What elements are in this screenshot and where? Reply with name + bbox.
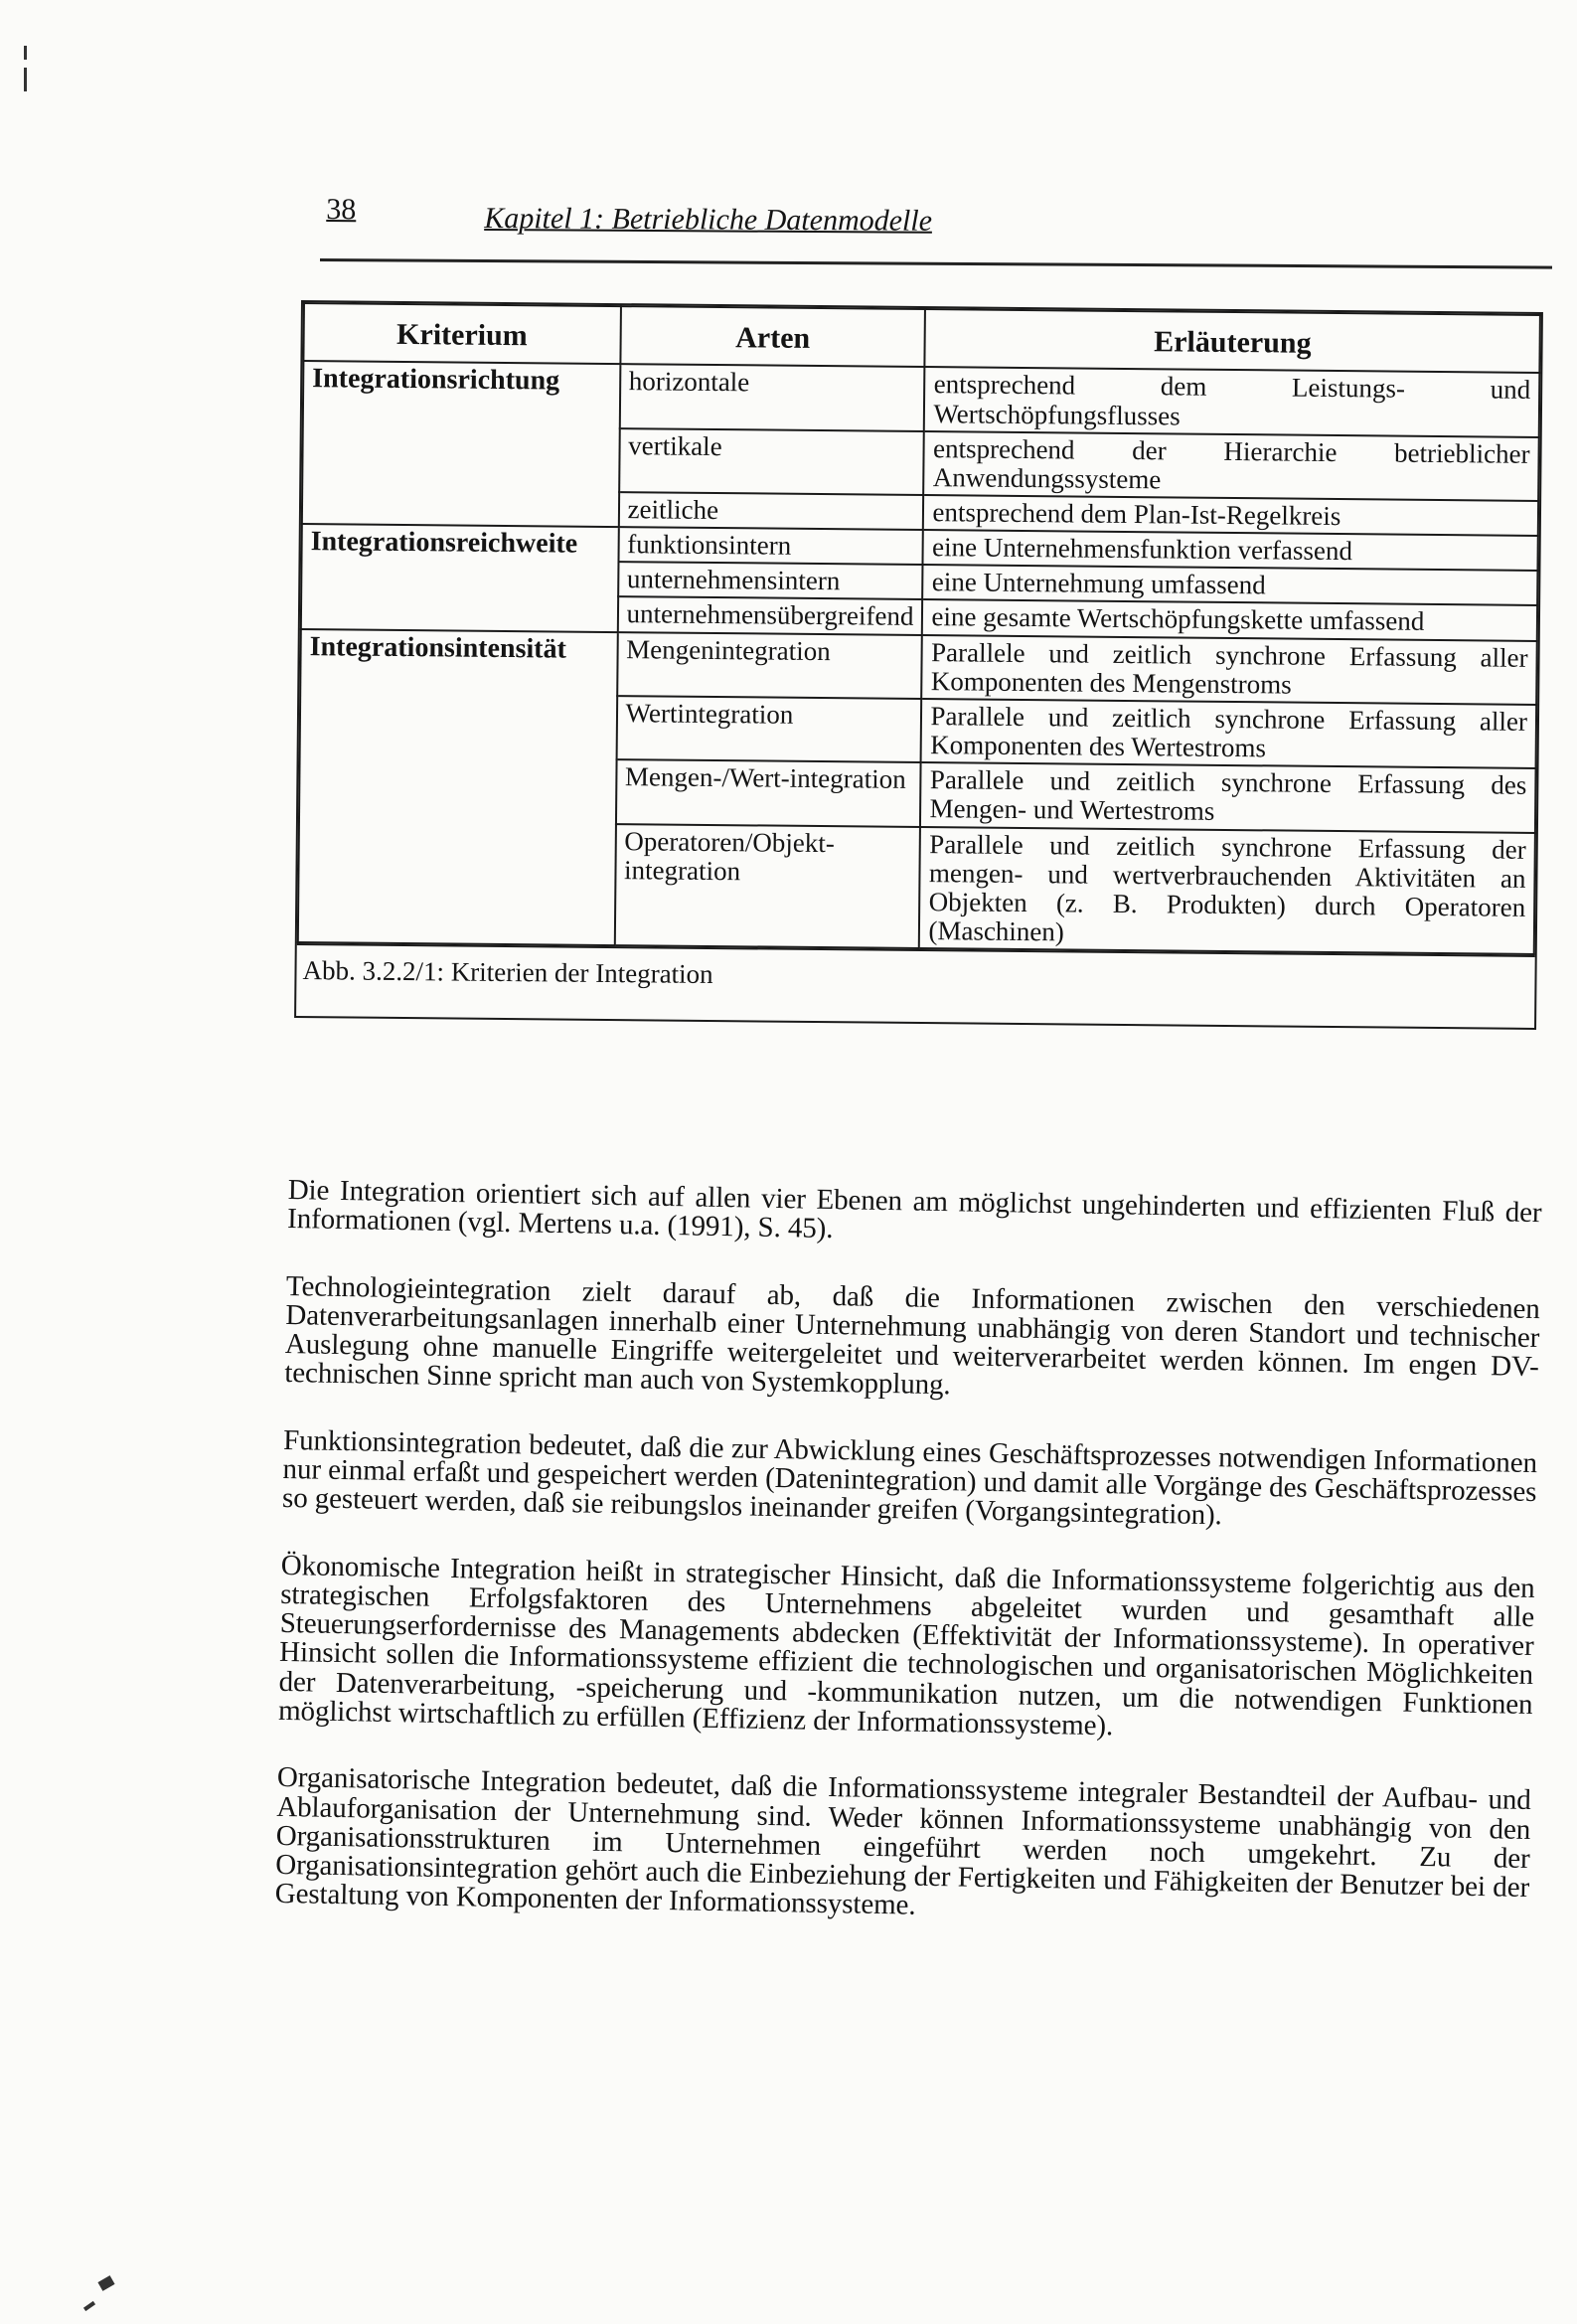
criterion-cell: Integrationsintensität [298,629,618,946]
page-number: 38 [326,193,357,227]
table-row [300,629,1537,705]
type-cell: Mengenintegration [617,632,923,699]
type-cell: Mengen-/Wert-integration [616,759,922,826]
type-cell: horizontale [619,364,925,430]
explanation-cell: Parallele und zeitlich synchrone Erfassung der mengen- und wertverbrauchenden Aktivitäten an Objekten (z. B. Produkten) durch Operatoren (Maschinen) [919,827,1535,955]
body-text [274,1176,1542,1970]
scan-speck [83,2301,95,2311]
scan-speck [97,2275,114,2291]
figure-caption: Abb. 3.2.2/1: Kriterien der Integration [296,943,1535,1028]
explanation-cell: Parallele und zeitlich synchrone Erfassung des Mengen- und Wertestroms [920,762,1535,832]
type-cell: vertikale [619,428,925,495]
criteria-table [297,302,1541,955]
paragraph: Funktionsintegration bedeutet, daß die zur Abwicklung eines Geschäftsprozesses notwendigen Informationen nur einmal erfaßt und gespeichert werden (Datenintegration) und damit alle Vorgänge des Geschäftsprozesses so gesteuert werden, daß sie reibungslos ineinander greifen (Vorgangsintegration). [281,1423,1538,1532]
figure-integration-criteria [294,300,1543,1030]
explanation-cell: entsprechend der Hierarchie betrieblicher Anwendungssysteme [924,431,1539,501]
explanation-cell: Parallele und zeitlich synchrone Erfassung aller Komponenten des Wertestroms [921,699,1536,768]
header-criterion: Kriterium [303,303,620,364]
paragraph: Ökonomische Integration heißt in strategischer Hinsicht, daß die Informationssysteme folgerichtig aus den strategischen Erfolgsfaktoren des Unternehmens abgeleitet wurden und gesamthaft alle Steuerungserfordernisse des Managements abdecken (Effektivität der Informationssysteme). In operativer Hinsicht sollen die Informationssysteme effizient die technologischen und organisatorischen Möglichkeiten der Datenverarbeitung, -speicherung und -kommunikation nutzen, um die notwendigen Funktionen möglichst wirtschaftlich zu erfüllen (Effizienz der Informationssysteme). [277,1549,1535,1743]
paragraph: Die Integration orientiert sich auf allen vier Ebenen am möglichst ungehinderten und effizienten Fluß der Informationen (vgl. Mertens u.a. (1991), S. 45). [286,1174,1542,1245]
type-cell: unternehmensübergreifend [617,597,922,635]
page-header [320,191,1552,269]
header-types: Arten [620,306,925,367]
explanation-cell: eine gesamte Wertschöpfungskette umfassend [922,600,1537,641]
explanation-cell: entsprechend dem Plan-Ist-Regelkreis [923,495,1538,536]
scan-speck [24,46,27,60]
type-cell: funktionsintern [618,527,923,565]
paragraph: Organisatorische Integration bedeutet, daß die Informationssysteme integraler Bestandteil der Aufbau- und Ablauforganisation der Unternehmung sind. Weder können Informationssysteme unabhängig von den Organisationsstrukturen im Unternehmen eingeführt werden noch umgekehrt. Zu der Organisationsintegration gehört auch die Einbeziehung der Fertigkeiten und Fähigkeiten der Benutzer bei der Gestaltung von Komponenten der Informationssysteme. [274,1761,1531,1922]
explanation-cell: eine Unternehmensfunktion verfassend [923,530,1538,571]
table-row [303,361,1540,436]
chapter-title: Kapitel 1: Betriebliche Datenmodelle [484,202,933,238]
type-cell: Wertintegration [616,696,922,762]
explanation-cell: entsprechend dem Leistungs- und Wertschöpfungsflusses [924,367,1539,436]
scan-speck [24,68,27,91]
criterion-cell: Integrationsreichweite [301,524,619,632]
criterion-cell: Integrationsrichtung [302,361,620,527]
type-cell: unternehmensintern [618,562,923,599]
explanation-cell: Parallele und zeitlich synchrone Erfassung aller Komponenten des Mengenstroms [922,635,1537,705]
paragraph: Technologieintegration zielt darauf ab, daß die Informationen zwischen den verschiedenen Datenverarbeitungsanlagen innerhalb einer Unternehmung unabhängig von deren Standort und technischer Auslegung ohne manuelle Eingriffe weitergeleitet und weiterverarbeitet werden können. Im engen DV-technischen Sinne spricht man auch von Systemkopplung. [284,1269,1541,1402]
header-explanation: Erläuterung [925,309,1540,373]
type-cell: zeitliche [618,492,923,530]
explanation-cell: eine Unternehmung umfassend [923,565,1538,605]
type-cell: Operatoren/Objekt-integration [614,824,920,949]
